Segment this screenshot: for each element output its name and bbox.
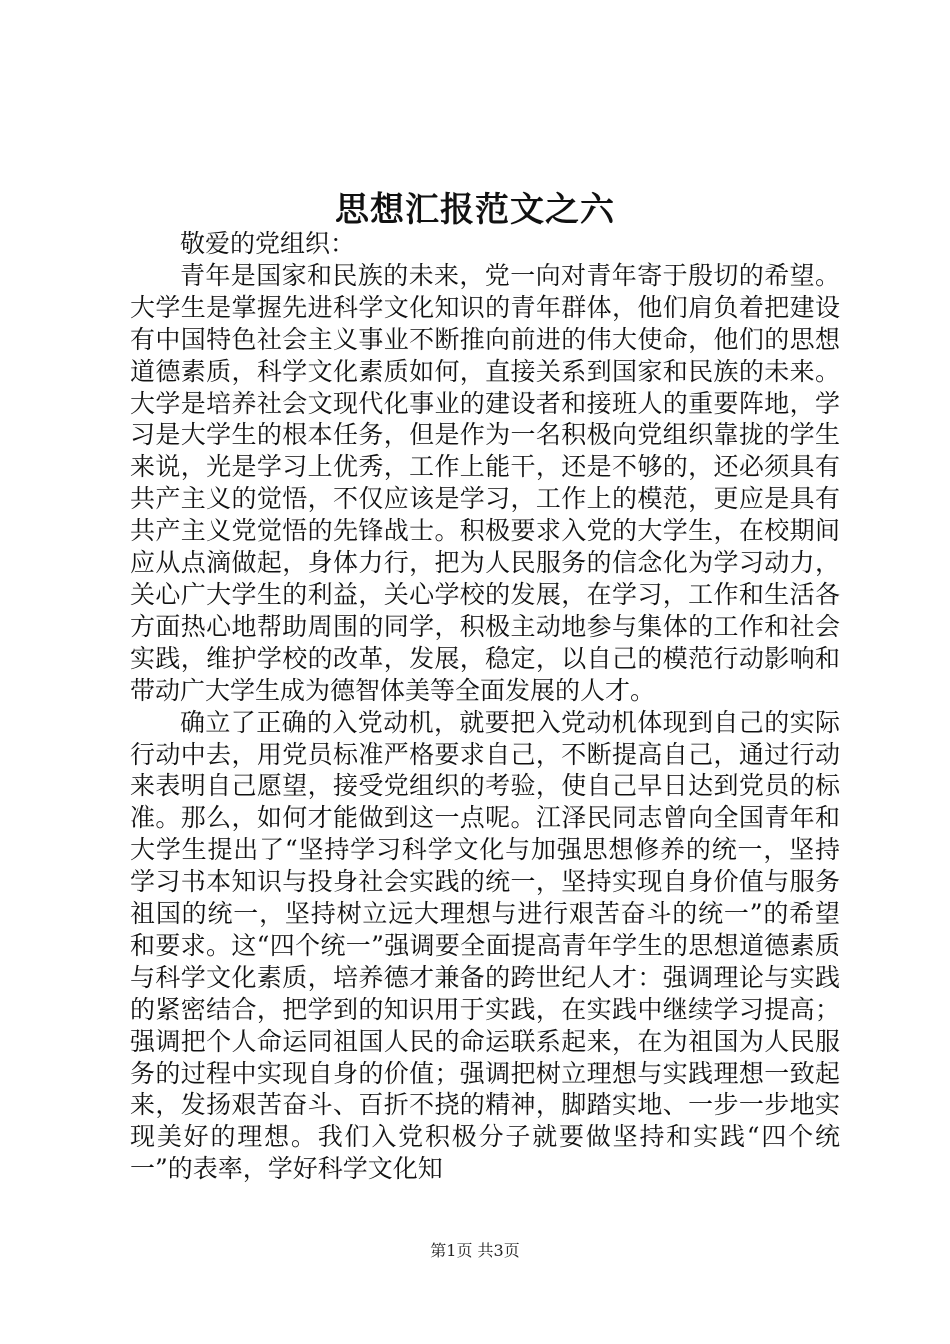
page-footer: 第1页 共3页 — [430, 1241, 520, 1260]
salutation: 敬爱的党组织： — [180, 229, 356, 258]
document-title: 思想汇报范文之六 — [335, 190, 615, 230]
document-body — [130, 228, 840, 1185]
paragraph-1: 青年是国家和民族的未来，党一向对青年寄于殷切的希望。大学生是掌握先进科学文化知识的青年群体，他们肩负着把建设有中国特色社会主义事业不断推向前进的伟大使命，他们的思想道德素质，科学文化素质如何，直接关系到国家和民族的未来。大学是培养社会文现代化事业的建设者和接班人的重要阵地，学习是大学生的根本任务，但是作为一名积极向党组织靠拢的学生来说，光是学习上优秀，工作上能干，还是不够的，还必须具有共产主义的觉悟，不仅应该是学习，工作上的模范，更应是具有共产主义党觉悟的先锋战士。积极要求入党的大学生，在校期间应从点滴做起，身体力行，把为人民服务的信念化为学习动力，关心广大学生的利益，关心学校的发展，在学习，工作和生活各方面热心地帮助周围的同学，积极主动地参与集体的工作和社会实践，维护学校的改革，发展，稳定，以自己的模范行动影响和带动广大学生成为德智体美等全面发展的人才。 — [130, 260, 840, 705]
paragraph-2: 确立了正确的入党动机，就要把入党动机体现到自己的实际行动中去，用党员标准严格要求自己，不断提高自己，通过行动来表明自己愿望，接受党组织的考验，使自己早日达到党员的标准。那么，如何才能做到这一点呢。江泽民同志曾向全国青年和大学生提出了“坚持学习科学文化与加强思想修养的统一，坚持学习书本知识与投身社会实践的统一，坚持实现自身价值与服务祖国的统一，坚持树立远大理想与进行艰苦奋斗的统一”的希望和要求。这“四个统一”强调要全面提高青年学生的思想道德素质与科学文化素质，培养德才兼备的跨世纪人才：强调理论与实践的紧密结合，把学到的知识用于实践，在实践中继续学习提高；强调把个人命运同祖国人民的命运联系起来，在为祖国为人民服务的过程中实现自身的价值；强调把树立理想与实践理想一致起来，发扬艰苦奋斗、百折不挠的精神，脚踏实地、一步一步地实现美好的理想。我们入党积极分子就要做坚持和实践“四个统一”的表率，学好科学文化知 — [130, 707, 840, 1184]
